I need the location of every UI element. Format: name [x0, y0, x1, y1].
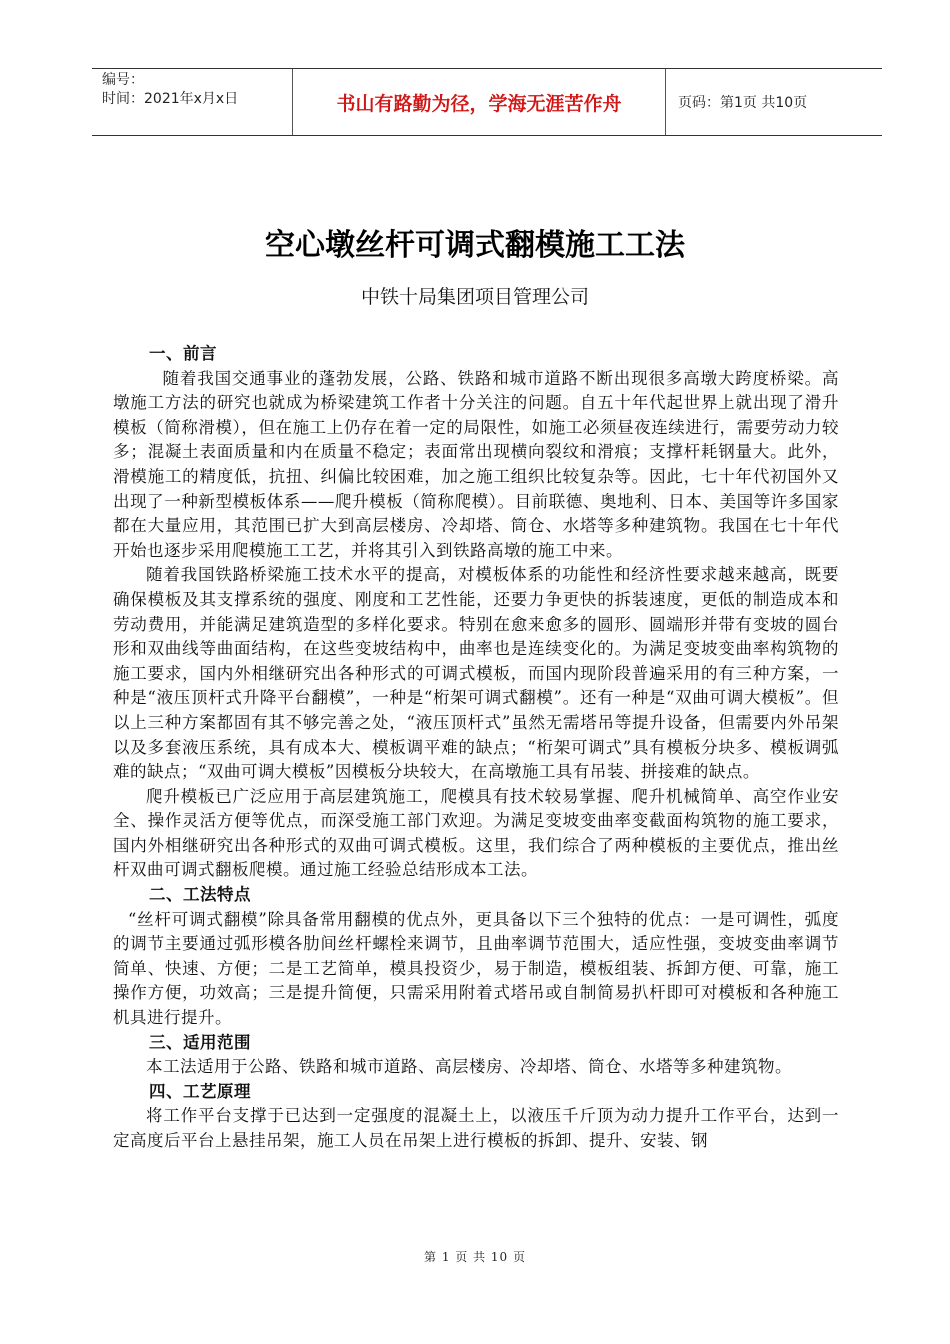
- section-heading: 三、适用范围: [149, 1032, 251, 1052]
- paragraph: 爬升模板已广泛应用于高层建筑施工，爬模具有技术较易掌握、爬升机械简单、高空作业安全、操作灵活方便等优点，而深受施工部门欢迎。为满足变坡变曲率变截面构筑物的施工要求，国内外相继研究出各种形式的双曲可调式模板。这里，我们综合了两种模板的主要优点，推出丝杆双曲可调式翻板爬模。通过施工经验总结形成本工法。: [113, 786, 839, 880]
- document-title: 空心墩丝杆可调式翻模施工工法: [265, 228, 685, 263]
- page-header: [92, 68, 882, 136]
- paragraph: 将工作平台支撑于已达到一定强度的混凝土上，以液压千斤顶为动力提升工作平台，达到一定高度后平台上悬挂吊架，施工人员在吊架上进行模板的拆卸、提升、安装、钢: [113, 1106, 839, 1150]
- header-motto: 书山有路勤为径，学海无涯苦作舟: [292, 69, 666, 135]
- paragraph: 随着我国交通事业的蓬勃发展，公路、铁路和城市道路不断出现很多高墩大跨度桥梁。高墩施工方法的研究也就成为桥梁建筑工作者十分关注的问题。自五十年代起世界上就出现了滑升模板（简称滑模），但在施工上仍存在着一定的局限性，如施工必须昼夜连续进行，需要劳动力较多；混凝土表面质量和内在质量不稳定；表面常出现横向裂纹和滑痕；支撑杆耗钢量大。此外，滑模施工的精度低，抗扭、纠偏比较困难，加之施工组织比较复杂等。因此，七十年代初国外又出现了一种新型模板体系——爬升模板（简称爬模）。目前联德、奥地利、日本、美国等许多国家都在大量应用，其范围已扩大到高层楼房、冷却塔、筒仓、水塔等多种建筑物。我国在七十年代开始也逐步采用爬模施工工艺，并将其引入到铁路高墩的施工中来。: [113, 368, 839, 560]
- doc-number-label: 编号：: [102, 72, 144, 88]
- paragraph: 随着我国铁路桥梁施工技术水平的提高，对模板体系的功能性和经济性要求越来越高，既要确保模板及其支撑系统的强度、刚度和工艺性能，还要力争更快的拆装速度，更低的制造成本和劳动费用，并能满足建筑造型的多样化要求。特别在愈来愈多的圆形、圆端形并带有变坡的圆台形和双曲线等曲面结构，在这些变坡结构中，曲率也是连续变化的。为满足变坡变曲率构筑物的施工要求，国内外相继研究出各种形式的可调式模板，而国内现阶段普遍采用的有三种方案，一种是“液压顶杆式升降平台翻模”，一种是“桁架可调式翻模”。还有一种是“双曲可调大模板”。但以上三种方案都固有其不够完善之处，“液压顶杆式”虽然无需塔吊等提升设备，但需要内外吊架以及多套液压系统，具有成本大、模板调平难的缺点；“桁架可调式”具有模板分块多、模板调弧难的缺点；“双曲可调大模板”因模板分块较大，在高墩施工具有吊装、拼接难的缺点。: [113, 565, 839, 782]
- section-heading: 一、前言: [149, 344, 217, 363]
- header-meta: [92, 69, 292, 135]
- page-footer: 第 1 页 共 10 页: [424, 1250, 526, 1264]
- document-subtitle: 中铁十局集团项目管理公司: [360, 286, 589, 308]
- paragraph: 本工法适用于公路、铁路和城市道路、高层楼房、冷却塔、筒仓、水塔等多种建筑物。: [146, 1057, 792, 1077]
- paragraph: “丝杆可调式翻模”除具备常用翻模的优点外，更具备以下三个独特的优点：一是可调性，弧度的调节主要通过弧形模各肋间丝杆螺栓来调节，且曲率调节范围大，适应性强，变坡变曲率调节简单、快速、方便；二是工艺简单，模具投资少，易于制造，模板组装、拆卸方便、可靠，施工操作方便，功效高；三是提升简便，只需采用附着式塔吊或自制简易扒杆即可对模板和各种施工机具进行提升。: [113, 909, 839, 1028]
- doc-time-label: 时间：2021年x月x日: [102, 91, 239, 107]
- section-heading: 二、工法特点: [149, 885, 251, 905]
- document-body: [113, 342, 839, 1154]
- header-page-label: 页码：第1页 共10页: [678, 95, 808, 111]
- section-heading: 四、工艺原理: [149, 1081, 251, 1101]
